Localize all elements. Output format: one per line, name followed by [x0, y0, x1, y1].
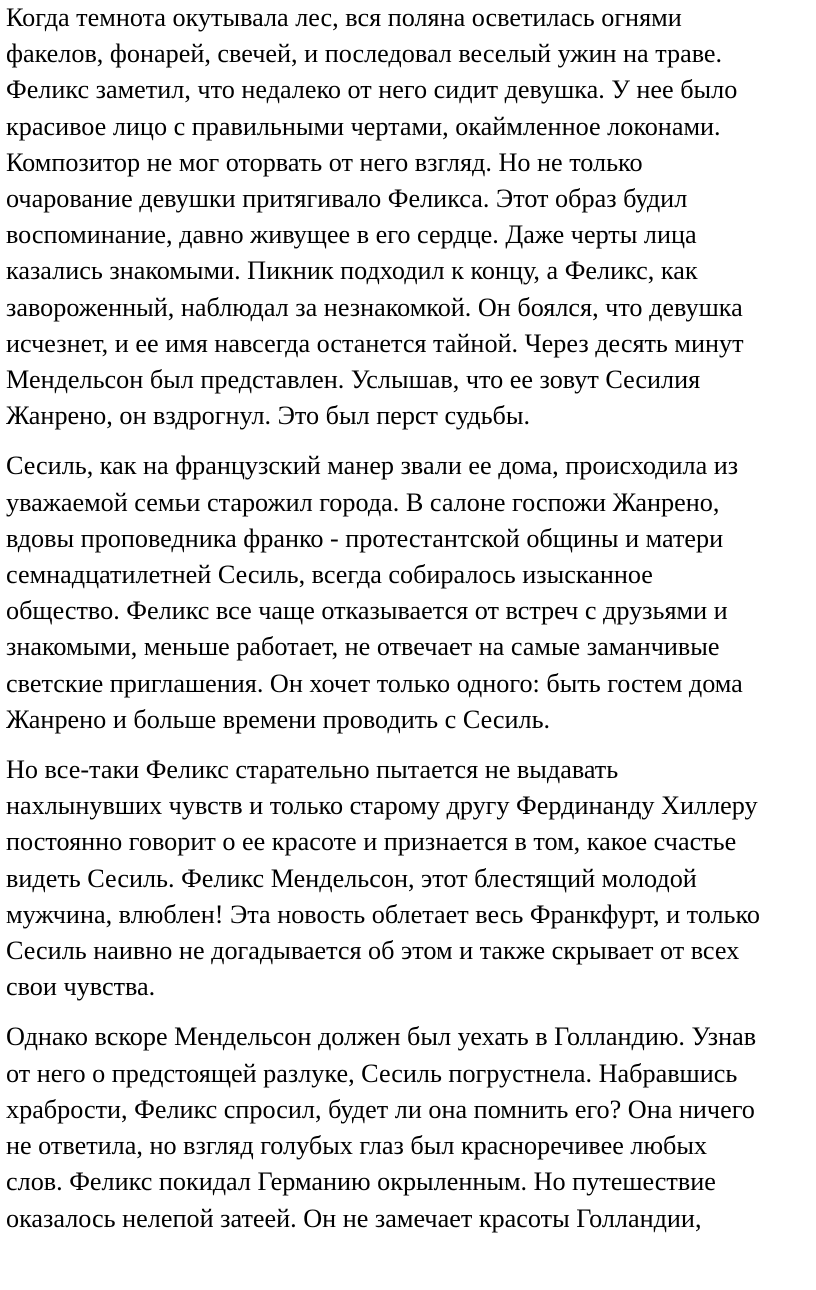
text-line: Композитор не мог оторвать от него взгляд. Но не только [6, 147, 643, 177]
text-line: исчезнет, и ее имя навсегда останется тайной. Через десять минут [6, 328, 744, 358]
text-line: факелов, фонарей, свечей, и последовал веселый ужин на траве. [6, 39, 723, 69]
text-line: постоянно говорит о ее красоте и признается в том, какое счастье [6, 827, 737, 857]
text-line: воспоминание, давно живущее в его сердце. Даже черты лица [6, 220, 697, 250]
paragraph-4 [6, 1019, 812, 1236]
text-line: Феликс заметил, что недалеко от него сидит девушка. У нее было [6, 75, 738, 105]
text-line: мужчина, влюблен! Эта новость облетает весь Франкфурт, и только [6, 899, 760, 929]
paragraph-1 [6, 0, 812, 434]
text-line: оказалось нелепой затеей. Он не замечает красоты Голландии, [6, 1203, 702, 1233]
paragraph-3 [6, 752, 812, 1005]
text-line: Жанрено и больше времени проводить с Сесиль. [6, 704, 551, 734]
paragraph-spacer [6, 1005, 812, 1019]
text-line: от него о предстоящей разлуке, Сесиль погрустнела. Набравшись [6, 1058, 738, 1088]
text-line: видеть Сесиль. Феликс Мендельсон, этот блестящий молодой [6, 863, 697, 893]
text-line: слов. Феликс покидал Германию окрыленным. Но путешествие [6, 1167, 716, 1197]
text-line: светские приглашения. Он хочет только одного: быть гостем дома [6, 668, 743, 698]
text-line: нахлынувших чувств и только старому другу Фердинанду Хиллеру [6, 791, 758, 821]
text-line: Сесиль, как на французский манер звали ее дома, происходила из [6, 451, 739, 481]
text-line: общество. Феликс все чаще отказывается от встреч с друзьями и [6, 596, 728, 626]
paragraph-2 [6, 448, 812, 738]
paragraph-spacer [6, 434, 812, 448]
text-line: Мендельсон был представлен. Услышав, что ее зовут Сесилия [6, 365, 701, 395]
text-line: свои чувства. [6, 972, 156, 1002]
text-line: Когда темнота окутывала лес, вся поляна осветилась огнями [6, 3, 682, 32]
text-line: казались знакомыми. Пикник подходил к концу, а Феликс, как [6, 256, 698, 286]
text-line: семнадцатилетней Сесиль, всегда собиралось изысканное [6, 560, 653, 590]
text-line: завороженный, наблюдал за незнакомкой. Он боялся, что девушка [6, 292, 743, 322]
text-line: не ответила, но взгляд голубых глаз был красноречивее любых [6, 1131, 708, 1161]
text-line: знакомыми, меньше работает, не отвечает на самые заманчивые [6, 632, 720, 662]
text-line: красивое лицо с правильными чертами, окаймленное локонами. [6, 111, 721, 141]
text-line: Однако вскоре Мендельсон должен был уехать в Голландию. Узнав [6, 1022, 757, 1052]
paragraph-spacer [6, 738, 812, 752]
text-line: Жанрено, он вздрогнул. Это был перст судьбы. [6, 401, 530, 431]
text-line: Сесиль наивно не догадывается об этом и также скрывает от всех [6, 936, 740, 966]
text-line: храбрости, Феликс спросил, будет ли она помнить его? Она ничего [6, 1094, 755, 1124]
text-line: вдовы проповедника франко - протестантской общины и матери [6, 523, 724, 553]
text-line: уважаемой семьи старожил города. В салоне госпожи Жанрено, [6, 487, 720, 517]
text-line: Но все-таки Феликс старательно пытается не выдавать [6, 755, 619, 785]
text-line: очарование девушки притягивало Феликса. Этот образ будил [6, 184, 688, 214]
